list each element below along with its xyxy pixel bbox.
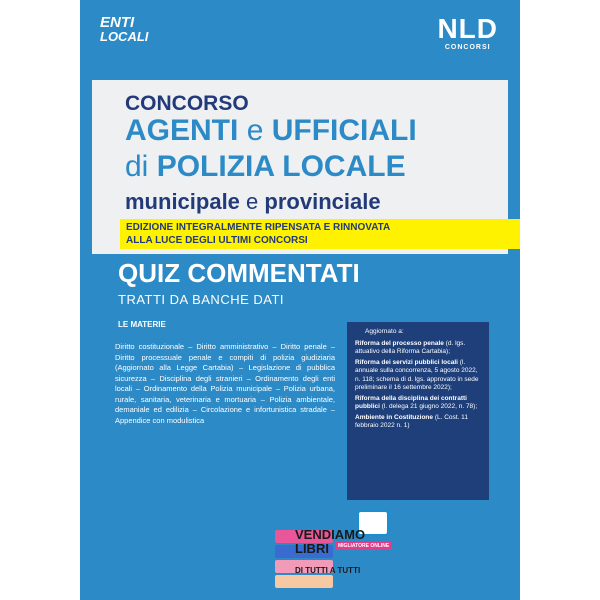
materie-label: LE MATERIE — [118, 320, 166, 329]
nld-logo: NLD CONCORSI — [437, 13, 498, 51]
edition-banner: EDIZIONE INTEGRALMENTE RIPENSATA E RINNOVATA ALLA LUCE DEGLI ULTIMI CONCORSI — [120, 219, 520, 249]
title-agenti-ufficiali: AGENTI e UFFICIALI — [125, 114, 417, 147]
title-municipale-provinciale: municipale e provinciale — [125, 189, 381, 214]
title-concorso: CONCORSO — [125, 92, 249, 115]
vendiamo-libri-sticker: VENDIAMO LIBRI MIGLIATORE ONLINE DI TUTTI A TUTTI — [275, 510, 425, 600]
cover-header — [80, 0, 520, 80]
enti-locali-logo: ENTI LOCALI — [100, 14, 149, 44]
quiz-heading: QUIZ COMMENTATI — [118, 258, 360, 288]
materie-text: Diritto costituzionale – Diritto amministrativo – Diritto penale – Diritto processuale penale e compiti di polizia giudiziaria (Aggiornato alla Legge Cartabia) – Legislazione di pubblica sicurezza – Disciplina degli stranieri – Ordinamento degli enti locali – Ordinamento della Polizia municipale – Polizia urbana, rurale, sanitaria, veterinaria e mortuaria – Polizia ambientale, demaniale ed edilizia – Circolazione e infortunistica stradale – Appendice con modulistica — [115, 342, 335, 425]
title-polizia-locale: di POLIZIA LOCALE — [125, 150, 406, 183]
quiz-subheading: TRATTI DA BANCHE DATI — [118, 292, 285, 307]
updates-box: Aggiornato a: Riforma del processo penale (d. lgs. attuativo della Riforma Cartabia); Riforma dei servizi pubblici locali (l. annuale sulla concorrenza, 5 agosto 2022, n. 118; schema di d. lgs. approvato in sede preliminare il 16 settembre 2022); Riforma della disciplina dei contratti pubblici (l. delega 21 giugno 2022, n. 78); Ambiente in Costituzione (L. Cost. 11 febbraio 2022 n. 1) — [347, 322, 489, 500]
